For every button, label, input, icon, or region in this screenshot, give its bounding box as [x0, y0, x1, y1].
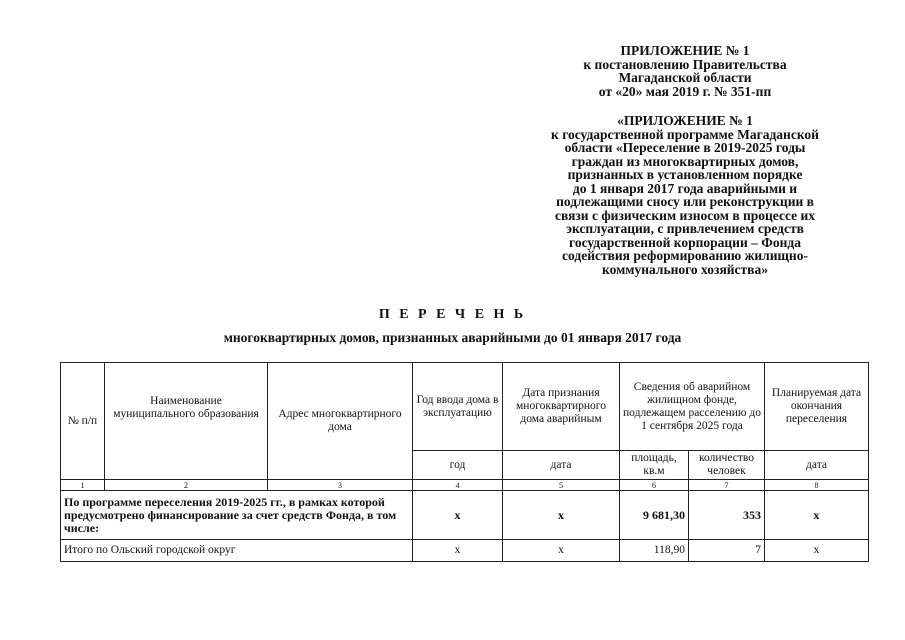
header-fund-info: Сведения об аварийном жилищном фонде, подлежащем расселению до 1 сентября 2025 года: [620, 363, 765, 451]
row-label: Итого по Ольский городской округ: [61, 540, 413, 562]
housing-list-table: [60, 362, 869, 562]
appendix-header-program: [520, 114, 850, 276]
subheader-people: количество человек: [689, 451, 765, 480]
header-address: Адрес многоквартирного дома: [268, 363, 413, 480]
column-number: 7: [689, 480, 765, 491]
row-area: 9 681,30: [620, 491, 689, 540]
appendix1-line: к постановлению Правительства: [583, 56, 787, 72]
row-people: 7: [689, 540, 765, 562]
appendix2-line: связи с физическим износом в процессе их: [554, 207, 816, 223]
subheader-area: площадь, кв.м: [620, 451, 689, 480]
row-date: х: [503, 491, 620, 540]
header-planned-date: Планируемая дата окончания переселения: [765, 363, 869, 451]
table-row: [61, 540, 869, 562]
document-title: П Е Р Е Ч Е Н Ь: [378, 307, 527, 322]
appendix2-line: до 1 января 2017 года аварийными и: [572, 180, 798, 196]
header-year: Год ввода дома в эксплуатацию: [413, 363, 503, 451]
column-number: 1: [61, 480, 105, 491]
appendix2-line: граждан из многоквартирных домов,: [571, 153, 799, 169]
row-year: х: [413, 540, 503, 562]
column-number: 8: [765, 480, 869, 491]
column-number: 5: [503, 480, 620, 491]
row-planned-date: х: [765, 540, 869, 562]
row-planned-date: х: [765, 491, 869, 540]
subheader-planned-date: дата: [765, 451, 869, 480]
appendix2-line: области «Переселение в 2019-2025 годы: [564, 140, 806, 155]
appendix2-line: к государственной программе Магаданской: [551, 126, 819, 142]
appendix2-line: эксплуатации, с привлечением средств: [566, 221, 804, 236]
header-date-recognized: Дата признания многоквартирного дома аварийным: [503, 363, 620, 451]
appendix2-line: признанных в установленном порядке: [567, 167, 803, 182]
column-number: 4: [413, 480, 503, 491]
row-label: По программе переселения 2019-2025 гг., в рамках которой предусмотрено финансирование за счет средств Фонда, в том числе:: [61, 491, 413, 540]
column-number: 2: [105, 480, 268, 491]
appendix2-line: государственной корпорации – Фонда: [569, 234, 801, 250]
appendix2-line: коммунального хозяйства»: [602, 261, 768, 277]
header-municipality: Наименование муниципального образования: [105, 363, 268, 480]
appendix2-line: подлежащими сносу или реконструкции в: [556, 194, 814, 209]
row-year: х: [413, 491, 503, 540]
appendix2-line: «ПРИЛОЖЕНИЕ № 1: [617, 113, 753, 128]
appendix1-line: от «20» мая 2019 г. № 351-пп: [598, 83, 772, 99]
subheader-year: год: [413, 451, 503, 480]
document-subtitle: многоквартирных домов, признанных аварийными до 01 января 2017 года: [223, 330, 682, 345]
appendix2-line: содействия реформированию жилищно-: [562, 248, 808, 263]
appendix1-line: ПРИЛОЖЕНИЕ № 1: [620, 43, 750, 58]
appendix1-line: Магаданской области: [618, 70, 752, 85]
row-date: х: [503, 540, 620, 562]
table-row: [61, 491, 869, 540]
row-people: 353: [689, 491, 765, 540]
column-number: 6: [620, 480, 689, 491]
appendix-header-decree: [545, 44, 825, 98]
subheader-date: дата: [503, 451, 620, 480]
header-num: № п/п: [61, 363, 105, 480]
column-number: 3: [268, 480, 413, 491]
row-area: 118,90: [620, 540, 689, 562]
